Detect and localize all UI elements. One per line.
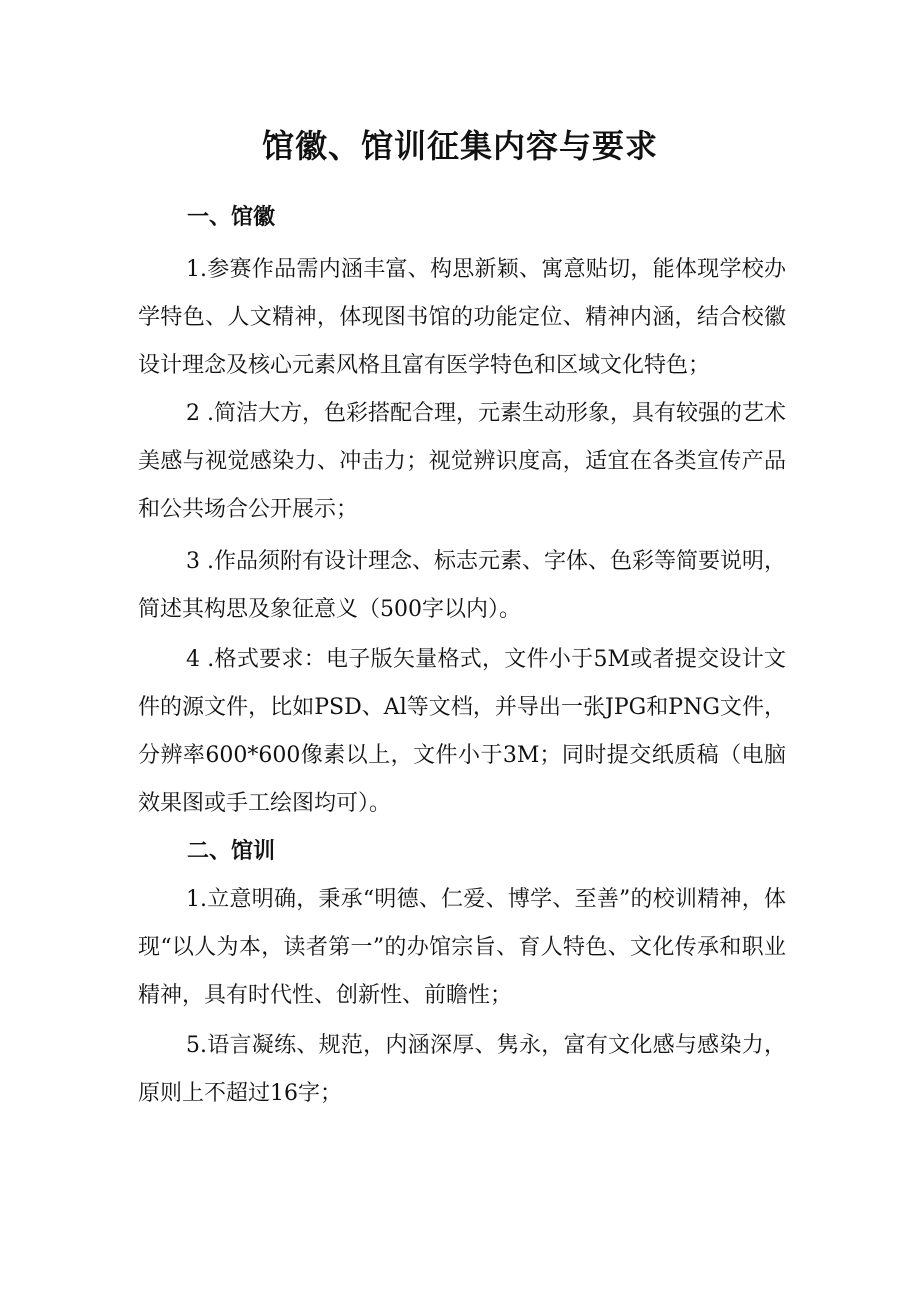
emblem-item-2: 2 .简洁大方，色彩搭配合理，元素生动形象，具有较强的艺术美感与视觉感染力、冲击力；视觉辨识度高，适宜在各类宣传产品和公共场合公开展示； (138, 401, 786, 522)
emblem-item-1: 1.参赛作品需内涵丰富、构思新颖、寓意贴切，能体现学校办学特色、人文精神，体现图书馆的功能定位、精神内涵，结合校徽设计理念及核心元素风格且富有医学特色和区域文化特色； (138, 257, 786, 378)
motto-item-1: 1.立意明确，秉承“明德、仁爱、博学、至善”的校训精神，体现“以人为本，读者第一”的办馆宗旨、育人特色、文化传承和职业精神，具有时代性、创新性、前瞻性； (138, 887, 786, 1008)
section-heading-motto: 二、馆训 (187, 839, 276, 864)
motto-item-2: 5.语言凝练、规范，内涵深厚、隽永，富有文化感与感染力，原则上不超过16字； (138, 1033, 786, 1106)
section-heading-emblem: 一、馆徽 (187, 205, 276, 230)
emblem-item-4: 4 .格式要求：电子版矢量格式，文件小于5M或者提交设计文件的源文件，比如PSD、Al等文档，并导出一张JPG和PNG文件，分辨率600*600像素以上，文件小于3M；同时提交纸质稿（电脑效果图或手工绘图均可）。 (138, 647, 786, 816)
emblem-item-3: 3 .作品须附有设计理念、标志元素、字体、色彩等简要说明，简述其构思及象征意义（500字以内）。 (138, 549, 786, 622)
document-title: 馆徽、馆训征集内容与要求 (261, 127, 658, 165)
